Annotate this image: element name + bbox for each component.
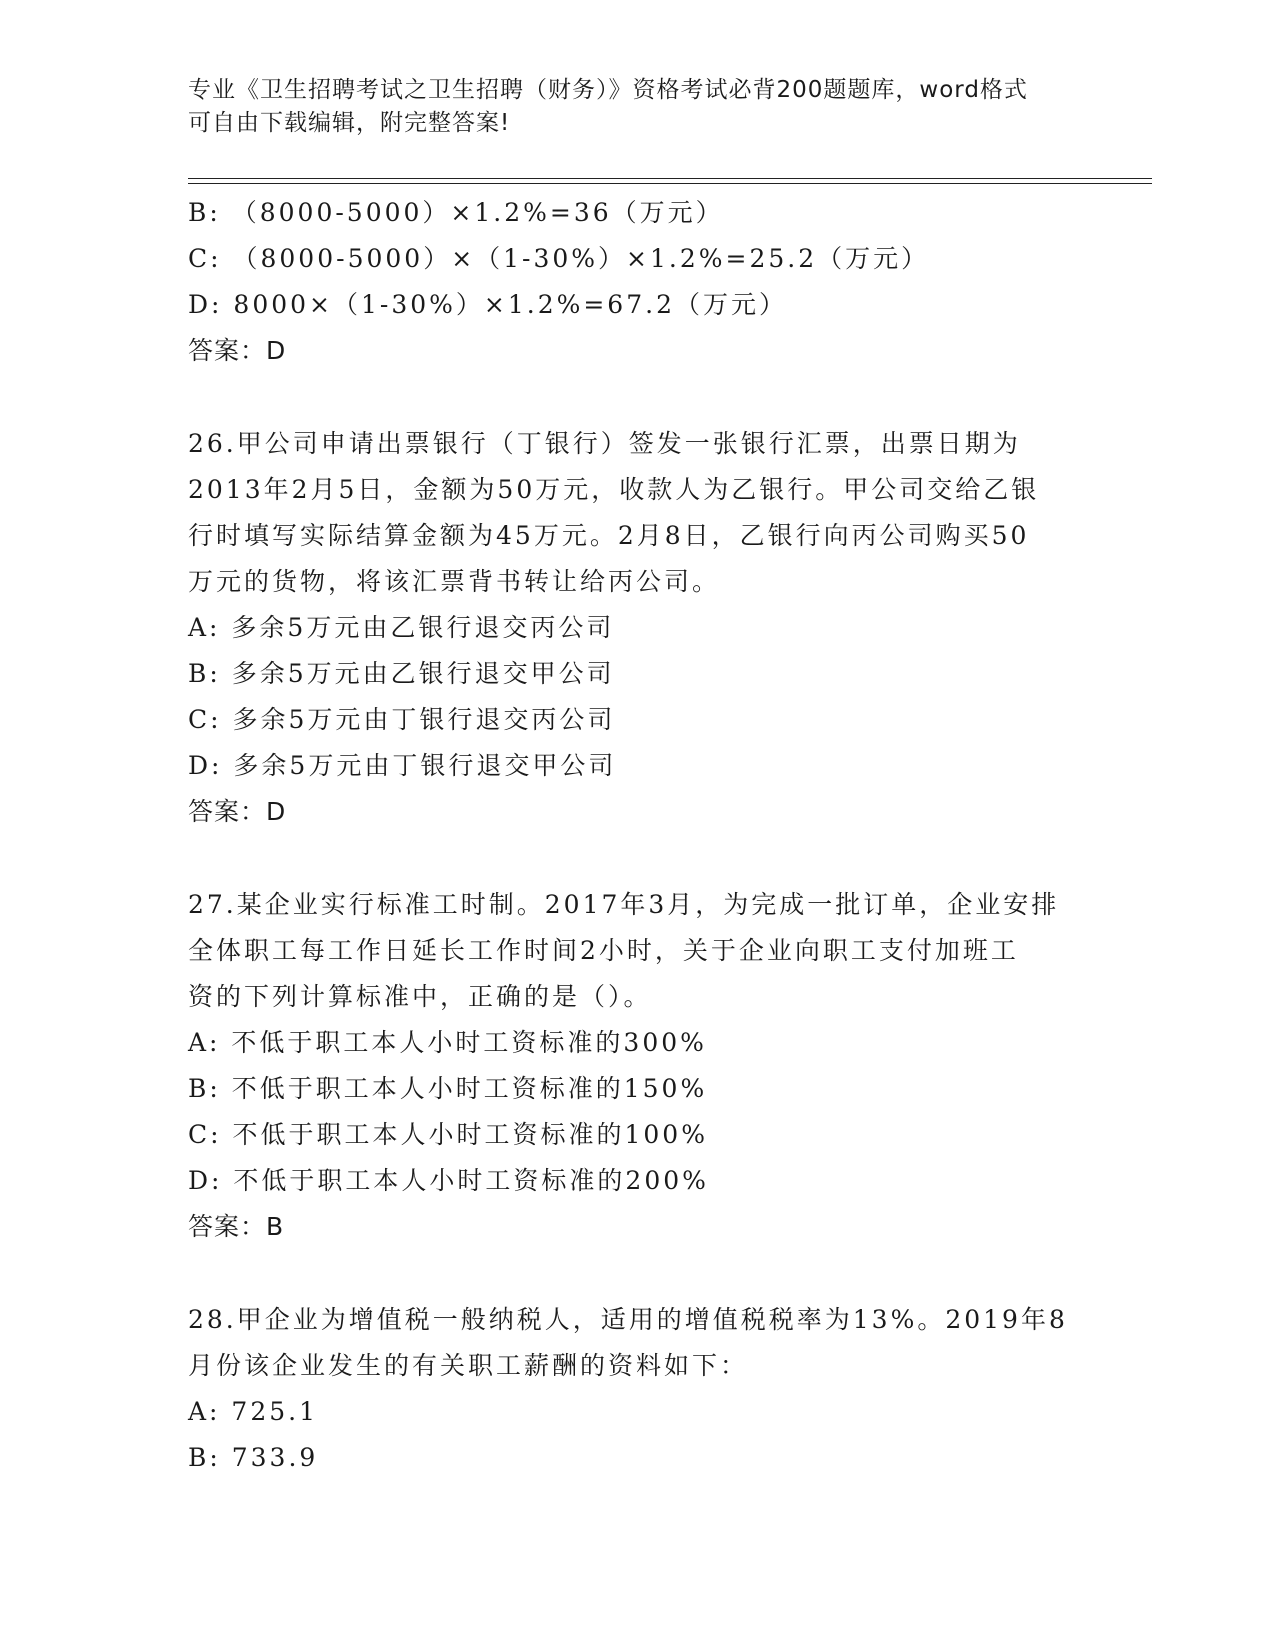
header-rule-bottom [188,183,1152,184]
option-b: B: （8000-5000）×1.2%=36（万元） [188,198,724,227]
question-28 [188,1297,1088,1481]
option-a: A: 多余5万元由乙银行退交丙公司 [188,613,615,642]
answer-line: 答案：B [188,1212,285,1241]
question-stem-line: 27.某企业实行标准工时制。2017年3月，为完成一批订单，企业安排 [188,890,1060,919]
option-c: C: （8000-5000）×（1-30%）×1.2%=25.2（万元） [188,244,930,273]
header-title-line-2: 可自由下载编辑，附完整答案! [188,110,511,136]
option-d: D: 不低于职工本人小时工资标准的200% [188,1166,709,1195]
option-b: B: 不低于职工本人小时工资标准的150% [188,1074,708,1103]
question-25 [188,190,1088,374]
question-stem-line: 资的下列计算标准中，正确的是（）。 [188,982,652,1011]
answer-line: 答案：D [188,797,287,826]
header-title-line-1: 专业《卫生招聘考试之卫生招聘（财务）》资格考试必背200题题库，word格式 [188,77,1028,103]
option-b: B: 733.9 [188,1443,319,1472]
question-26 [188,421,1088,835]
document-body [188,190,1088,1481]
option-b: B: 多余5万元由乙银行退交甲公司 [188,659,615,688]
question-stem-line: 月份该企业发生的有关职工薪酬的资料如下： [188,1351,749,1380]
question-stem-line: 2013年2月5日，金额为50万元，收款人为乙银行。甲公司交给乙银 [188,475,1040,504]
question-stem-line: 全体职工每工作日延长工作时间2小时，关于企业向职工支付加班工 [188,936,1019,965]
question-stem-line: 行时填写实际结算金额为45万元。2月8日，乙银行向丙公司购买50 [188,521,1030,550]
option-c: C: 多余5万元由丁银行退交丙公司 [188,705,616,734]
question-27 [188,882,1088,1250]
option-a: A: 725.1 [188,1397,318,1426]
option-a: A: 不低于职工本人小时工资标准的300% [188,1028,707,1057]
document-header [188,74,1088,140]
option-c: C: 不低于职工本人小时工资标准的100% [188,1120,708,1149]
question-stem-line: 万元的货物，将该汇票背书转让给丙公司。 [188,567,721,596]
header-rule-top [188,178,1152,179]
question-stem-line: 26.甲公司申请出票银行（丁银行）签发一张银行汇票，出票日期为 [188,429,1021,458]
answer-line: 答案：D [188,336,287,365]
question-stem-line: 28.甲企业为增值税一般纳税人，适用的增值税税率为13%。2019年8 [188,1305,1068,1334]
option-d: D: 多余5万元由丁银行退交甲公司 [188,751,617,780]
option-d: D: 8000×（1-30%）×1.2%=67.2（万元） [188,290,787,319]
